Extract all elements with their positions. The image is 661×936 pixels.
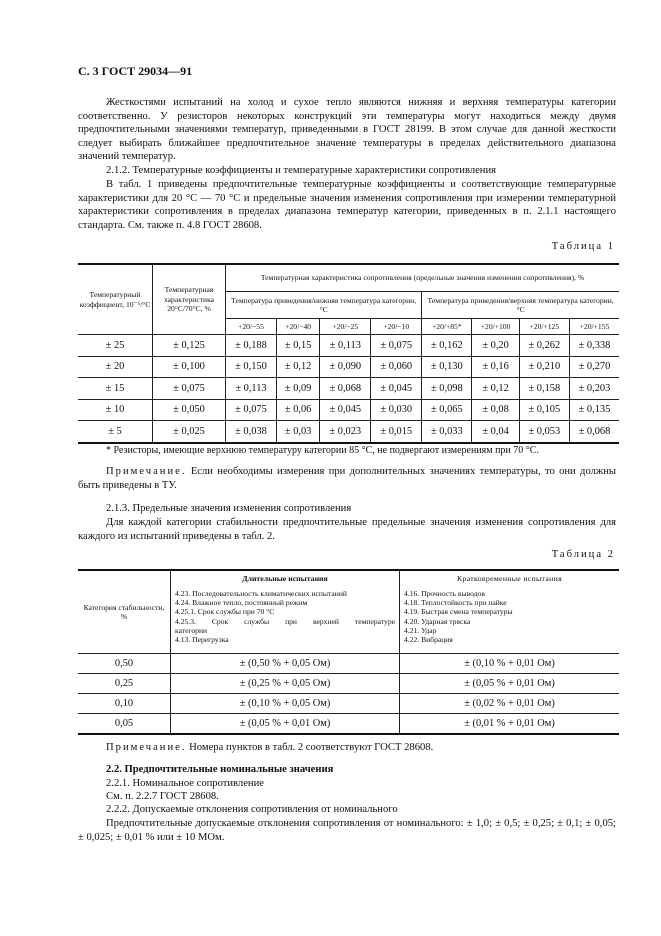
table-cell: ± 0,262 [519, 335, 569, 357]
t2-short-item: 4.22. Вибрация [404, 635, 453, 645]
t2-short-tests-header [400, 570, 620, 654]
t1-sub-upper-header: Температура приведения/верхняя температура категории, °С [422, 292, 619, 319]
table-cell: ± 0,090 [320, 356, 371, 378]
t2-long-tests-title: Длительные испытания [242, 574, 328, 583]
table2-caption: Таблица 2 [551, 549, 615, 560]
t2-short-item: 4.21. Удар [404, 625, 437, 635]
section-2-1-2-title: 2.1.2. Температурные коэффициенты и температурные характеристики сопротивления [106, 165, 497, 176]
t1-col-characteristic-header: Температурная характеристика 20°С/70°С, % [153, 264, 226, 335]
table-row [78, 356, 619, 378]
table-cell: ± 0,105 [519, 399, 569, 421]
table-cell: ± 0,065 [422, 399, 472, 421]
t1-temp-header: +20/−55 [226, 319, 277, 335]
table-cell: ± 0,023 [320, 421, 371, 443]
t1-temp-header: +20/+85* [422, 319, 472, 335]
t1-group-header: Температурная характеристика сопротивления (предельные значения изменения сопротивления), % [226, 264, 620, 292]
table1-caption: Таблица 1 [551, 241, 615, 252]
table-cell: ± 0,130 [422, 356, 472, 378]
note-1-label: Примечание. [106, 466, 187, 477]
table-cell: ± 0,030 [371, 399, 422, 421]
table1-footnote: * Резисторы, имеющие верхнюю температуру категории 85 °С, не подвергают измерениям при 70 °С. [106, 445, 539, 456]
t2-long-item: 4.23. Последовательность климатических испытаний [175, 589, 347, 598]
table-cell: ± 0,075 [153, 378, 226, 400]
table-cell: ± 0,135 [569, 399, 619, 421]
table-cell: ± 0,045 [371, 378, 422, 400]
note-2-label: Примечание. [106, 742, 187, 753]
table-cell: ± 0,100 [153, 356, 226, 378]
table-cell: ± 0,075 [226, 399, 277, 421]
section-2-1-2-text: В табл. 1 приведены предпочтительные температурные коэффициенты и соответствующие температурные характеристики для 20 °С — 70 °С и предельные значения изменения сопротивления при измерении температурной характеристики сопротивления в пределах диапазона температур категории, приведенных в п. 2.1.1 настоящего стандарта. См. также п. 4.8 ГОСТ 28608. [78, 179, 616, 231]
table-cell: ± 0,113 [320, 335, 371, 357]
t1-sub-lower-header: Температура приведения/нижняя температура категории, °С [226, 292, 422, 319]
table-cell: ± 0,045 [320, 399, 371, 421]
table-cell: 0,10 [78, 694, 171, 714]
table-cell: ± 0,053 [519, 421, 569, 443]
table-cell: ± 0,025 [153, 421, 226, 443]
section-2-2-2-title: 2.2.2. Допускаемые отклонения сопротивления от номинального [106, 804, 398, 815]
table-cell: ± 0,188 [226, 335, 277, 357]
table-cell: 0,50 [78, 654, 171, 674]
t2-long-item: 4.25.3. Срок службы при верхней температуре [175, 616, 395, 626]
table-row [78, 714, 619, 735]
t2-long-item: категории [175, 625, 208, 635]
table-row [78, 674, 619, 694]
table-cell: ± 0,060 [371, 356, 422, 378]
table-cell: ± 0,15 [276, 335, 319, 357]
table-cell: ± 0,04 [472, 421, 519, 443]
table-cell: ± 0,038 [226, 421, 277, 443]
t2-col-category-header: Категория стабильности, % [78, 570, 171, 654]
table-cell: ± 0,113 [226, 378, 277, 400]
table-cell: ± 0,203 [569, 378, 619, 400]
note-2-text: Номера пунктов в табл. 2 соответствуют ГОСТ 28608. [189, 742, 434, 753]
table-cell: ± 0,033 [422, 421, 472, 443]
table-row [78, 694, 619, 714]
t2-long-item: 4.25.1. Срок службы при 70 °С [175, 607, 275, 617]
section-2-1-3-title: 2.1.3. Предельные значения изменения сопротивления [106, 503, 352, 514]
note-1 [78, 465, 616, 492]
table-cell: ± 0,06 [276, 399, 319, 421]
t1-temp-header: +20/+155 [569, 319, 619, 335]
t2-long-tests-header [171, 570, 400, 654]
table-cell: ± 20 [78, 356, 153, 378]
section-2-2-1-text: См. п. 2.2.7 ГОСТ 28608. [106, 791, 219, 802]
intro-paragraph: Жесткостями испытаний на холод и сухое тепло являются нижняя и верхняя температуры категории соответственно. У резисторов некоторых конструкций эти температуры могут находиться между двумя предпочтительными значениями температур, приведенными в ГОСТ 28199. В этом случае для данной жесткости следует выбирать ближайшее предпочтительное значение температуры в пределах действительного диапазона значений температур. [78, 97, 616, 162]
t2-short-item: 4.20. Ударная тряска [404, 616, 471, 626]
t2-short-item: 4.16. Прочность выводов [404, 589, 485, 598]
t2-long-item: 4.13. Перегрузка [175, 635, 229, 645]
table-cell: 0,05 [78, 714, 171, 735]
section-2-2-1-title: 2.2.1. Номинальное сопротивление [106, 778, 264, 789]
table-cell: ± 0,162 [422, 335, 472, 357]
section-2-2-2-text: Предпочтительные допускаемые отклонения сопротивления от номинального: ± 1,0; ± 0,5; ± 0,25; ± 0,1; ± 0,05; ± 0,025; ± 0,01 % или ± 10 МОм. [78, 818, 616, 843]
table-cell: ± 0,12 [276, 356, 319, 378]
table-cell: ± (0,50 % + 0,05 Ом) [171, 654, 400, 674]
table-row [78, 654, 619, 674]
table-row [78, 421, 619, 443]
table-cell: ± 0,068 [569, 421, 619, 443]
table-cell: ± 5 [78, 421, 153, 443]
table-1 [78, 263, 619, 444]
t1-temp-header: +20/−25 [320, 319, 371, 335]
note-2 [78, 741, 616, 755]
table-cell: ± (0,10 % + 0,05 Ом) [171, 694, 400, 714]
table-cell: ± 0,125 [153, 335, 226, 357]
t2-short-item: 4.19. Быстрая смена температуры [404, 607, 513, 617]
table-cell: ± 25 [78, 335, 153, 357]
table-row [78, 335, 619, 357]
table-cell: ± (0,02 % + 0,01 Ом) [400, 694, 620, 714]
table-cell: ± 10 [78, 399, 153, 421]
table-cell: ± 0,068 [320, 378, 371, 400]
t1-col-coefficient-header: Температурный коэффициент, 10⁻⁶/°С [78, 264, 153, 335]
t1-temp-header: +20/+100 [472, 319, 519, 335]
table-cell: ± (0,05 % + 0,01 Ом) [400, 674, 620, 694]
table-cell: ± 0,098 [422, 378, 472, 400]
t1-temp-header: +20/−10 [371, 319, 422, 335]
table-cell: ± 0,210 [519, 356, 569, 378]
table-cell: ± 0,270 [569, 356, 619, 378]
table-cell: ± 0,12 [472, 378, 519, 400]
table-cell: ± 0,015 [371, 421, 422, 443]
table-cell: ± 0,150 [226, 356, 277, 378]
table-cell: ± 0,16 [472, 356, 519, 378]
section-2-2-title: 2.2. Предпочтительные номинальные значения [106, 764, 334, 775]
table-cell: ± 15 [78, 378, 153, 400]
table-cell: ± (0,01 % + 0,01 Ом) [400, 714, 620, 735]
t1-temp-header: +20/−40 [276, 319, 319, 335]
table-cell: ± 0,20 [472, 335, 519, 357]
table-cell: ± (0,05 % + 0,01 Ом) [171, 714, 400, 735]
table-cell: ± 0,08 [472, 399, 519, 421]
t2-short-tests-title: Кратковременные испытания [457, 574, 562, 583]
table-cell: ± 0,338 [569, 335, 619, 357]
table-cell: ± (0,25 % + 0,05 Ом) [171, 674, 400, 694]
table-cell: 0,25 [78, 674, 171, 694]
note-1-text: Если необходимы измерения при дополнительных значениях температуры, то они должны быть приведены в ТУ. [78, 466, 616, 491]
table-cell: ± 0,158 [519, 378, 569, 400]
t2-short-item: 4.18. Теплостойкость при пайке [404, 598, 507, 608]
table-2 [78, 569, 619, 735]
table-cell: ± (0,10 % + 0,01 Ом) [400, 654, 620, 674]
table-cell: ± 0,050 [153, 399, 226, 421]
t1-temp-header: +20/+125 [519, 319, 569, 335]
table-cell: ± 0,09 [276, 378, 319, 400]
table-cell: ± 0,03 [276, 421, 319, 443]
table-row [78, 378, 619, 400]
section-2-1-3-text: Для каждой категории стабильности предпочтительные предельные значения изменения сопротивления для каждого из испытаний приведены в табл. 2. [78, 517, 616, 542]
page-header: С. 3 ГОСТ 29034—91 [78, 64, 193, 78]
t2-long-item: 4.24. Влажное тепло, постоянный режим [175, 598, 308, 608]
table-row [78, 399, 619, 421]
table-cell: ± 0,075 [371, 335, 422, 357]
